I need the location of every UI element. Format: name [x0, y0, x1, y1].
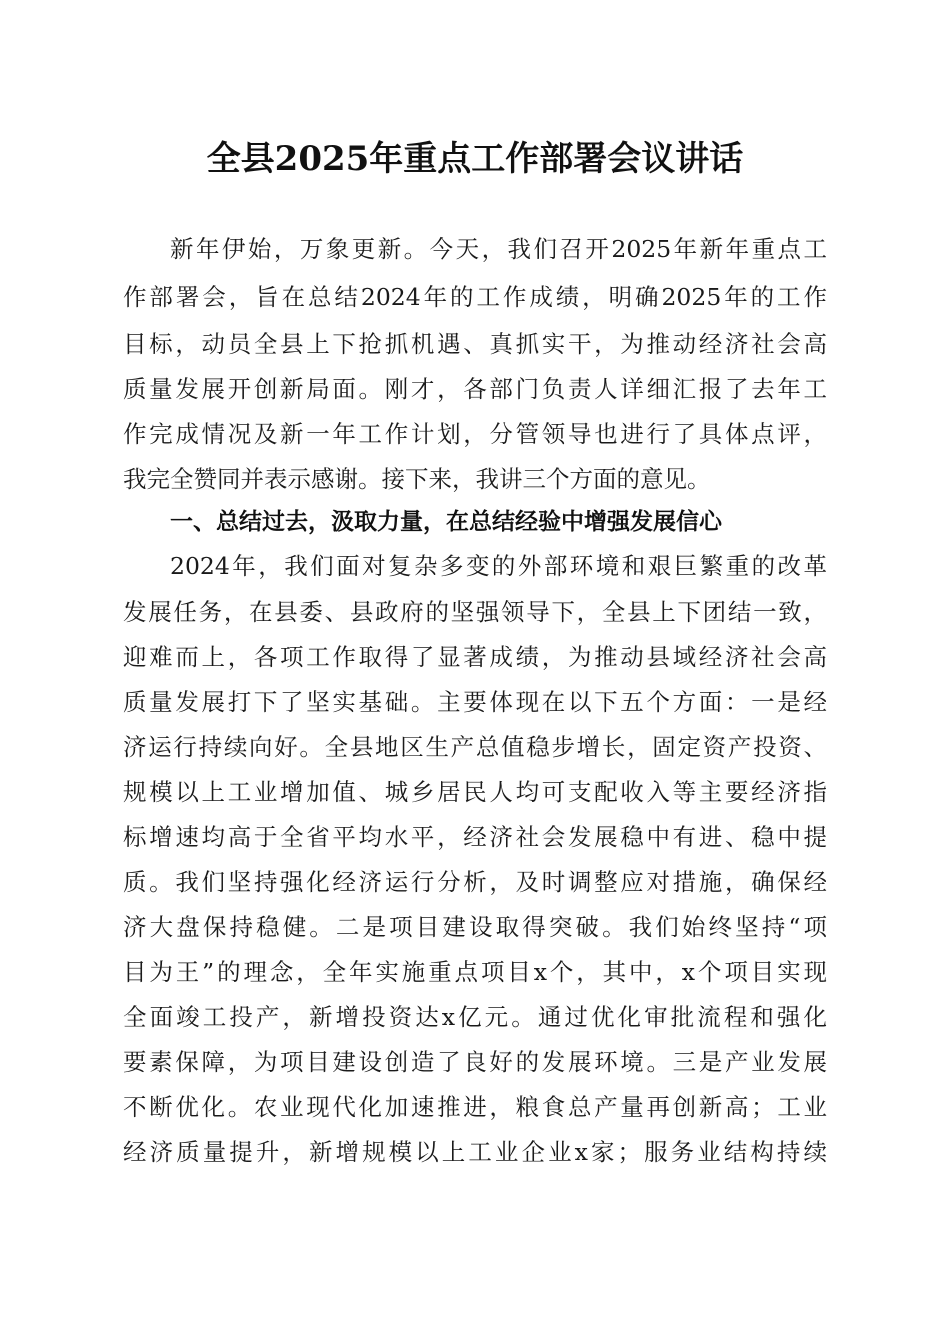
paragraph-line: 新年伊始，万象更新。今天，我们召开2025年新年重点工 [170, 235, 827, 263]
paragraph-line: 规模以上工业增加值、城乡居民人均可支配收入等主要经济指 [123, 778, 827, 806]
paragraph-line: 发展任务，在县委、县政府的坚强领导下，全县上下团结一致， [123, 598, 827, 626]
paragraph-line: 不断优化。农业现代化加速推进，粮食总产量再创新高；工业 [123, 1093, 827, 1121]
paragraph-line: 2024年，我们面对复杂多变的外部环境和艰巨繁重的改革 [170, 552, 827, 580]
paragraph-line: 要素保障，为项目建设创造了良好的发展环境。三是产业发展 [123, 1048, 827, 1076]
paragraph-line: 我完全赞同并表示感谢。接下来，我讲三个方面的意见。 [123, 465, 711, 493]
paragraph-line: 质量发展开创新局面。刚才，各部门负责人详细汇报了去年工 [123, 375, 827, 403]
paragraph-line: 经济质量提升，新增规模以上工业企业x家；服务业结构持续 [123, 1138, 827, 1166]
paragraph-line: 作完成情况及新一年工作计划，分管领导也进行了具体点评， [123, 420, 827, 448]
paragraph-line: 济大盘保持稳健。二是项目建设取得突破。我们始终坚持“项 [123, 913, 827, 941]
document-title: 全县2025年重点工作部署会议讲话 [206, 139, 744, 179]
paragraph-line: 标增速均高于全省平均水平，经济社会发展稳中有进、稳中提 [123, 823, 827, 851]
paragraph-line: 质。我们坚持强化经济运行分析，及时调整应对措施，确保经 [123, 868, 827, 896]
section-heading: 一、总结过去，汲取力量，在总结经验中增强发展信心 [170, 509, 722, 535]
paragraph-line: 作部署会，旨在总结2024年的工作成绩，明确2025年的工作 [123, 283, 827, 311]
paragraph-line: 全面竣工投产，新增投资达x亿元。通过优化审批流程和强化 [123, 1003, 827, 1031]
paragraph-line: 目标，动员全县上下抢抓机遇、真抓实干，为推动经济社会高 [123, 330, 827, 358]
paragraph-line: 迎难而上，各项工作取得了显著成绩，为推动县域经济社会高 [123, 643, 827, 671]
paragraph-line: 质量发展打下了坚实基础。主要体现在以下五个方面：一是经 [123, 688, 827, 716]
paragraph-line: 目为王”的理念，全年实施重点项目x个，其中，x个项目实现 [123, 958, 827, 986]
paragraph-line: 济运行持续向好。全县地区生产总值稳步增长，固定资产投资、 [123, 733, 827, 761]
